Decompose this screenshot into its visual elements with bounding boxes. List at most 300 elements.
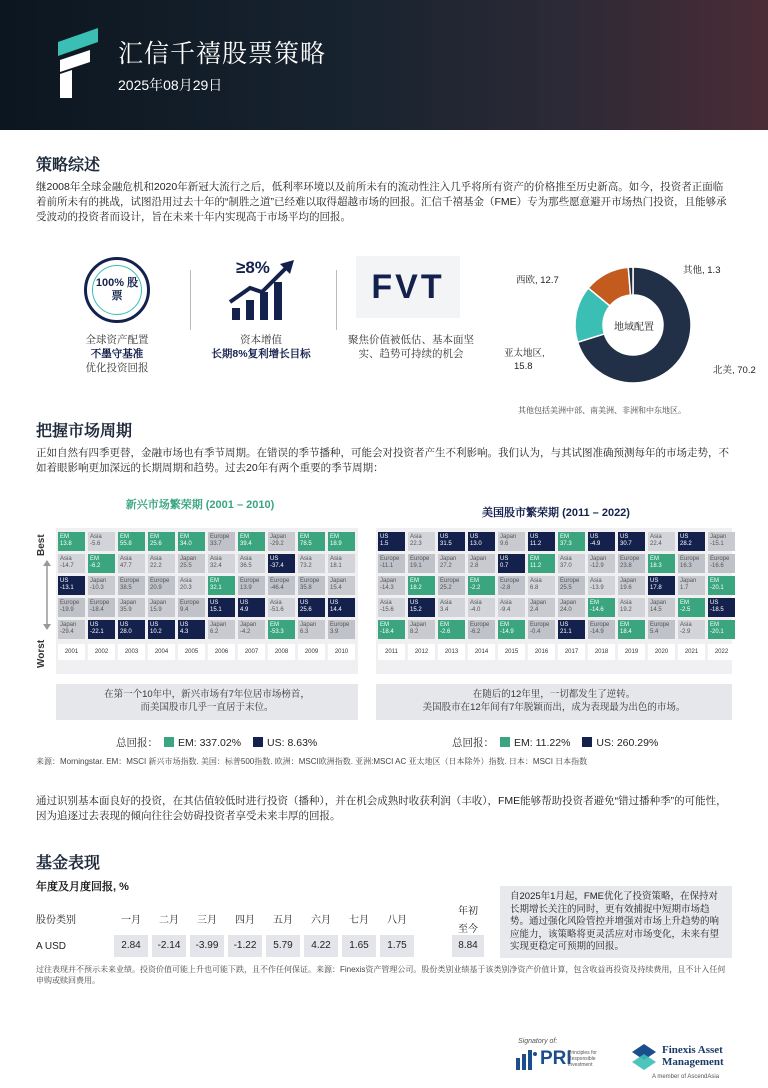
us-total: US: 8.63% [267,737,318,749]
perf-header-ytd: 年初 [458,906,478,917]
heatmap-cell-us [328,598,355,617]
panel-em-caption: 在第一个10年中，新兴市场有7年位居市场榜首， [104,689,310,700]
cell-return: 47.7 [120,563,132,569]
feature-line: 全球资产配置 [85,334,149,346]
perf-value: 1.65 [342,935,376,957]
feature-line: 资本增值 [240,334,282,346]
cell-market: US [410,600,419,606]
heatmap-cell-asia [378,598,405,617]
perf-value: 4.22 [304,935,338,957]
cell-market: Japan [410,622,427,628]
cell-market: EM [650,556,659,562]
finexis-name-line: Management [662,1056,724,1068]
cell-return: 18.3 [650,563,662,569]
year-label: 2006 [208,644,235,660]
cell-market: Japan [560,600,577,606]
heatmap-cell-us [648,576,675,595]
cell-market: Asia [410,534,422,540]
cell-return: 25.5 [180,563,192,569]
equity-100-icon [84,257,150,323]
cell-market: Asia [620,600,632,606]
heatmap-cell-us [618,532,645,551]
donut-center-label: 地域配置 [614,322,654,333]
cell-return: 8.2 [410,629,419,635]
cell-return: -14.9 [500,629,514,635]
perf-header: 一月 [121,915,141,926]
cell-market: Europe [120,578,140,584]
year-label: 2008 [268,644,295,660]
heatmap-cell-asia [268,598,295,617]
page-title: 汇信千禧股票策略 [118,40,327,68]
cell-return: -13.9 [590,585,604,591]
year-label: 2014 [468,644,495,660]
heatmap-cell-us [238,598,265,617]
cell-return: -37.4 [270,563,284,569]
perf-share-class: A USD [36,941,67,952]
heatmap-cell-em [298,532,325,551]
label-others: 其他, 1.3 [683,265,721,276]
cycle-source: 来源：Morningstar. EM：MSCI 新兴市场指数. 美国：标普500指数. 欧洲：MSCI欧洲指数. 亚洲:MSCI AC 亚太地区（日本除外）指数. 日本：MSCI 日本指数 [36,757,588,766]
heatmap-cell-em [648,554,675,573]
axis-best: Best [36,534,47,556]
year-label: 2016 [528,644,555,660]
cell-return: 5.4 [650,629,659,635]
finexis-member: A member of AscendAsia [652,1074,720,1080]
cell-return: -22.1 [90,629,104,635]
heatmap-cell-us [528,532,555,551]
cell-market: US [90,622,99,628]
perf-value: -1.22 [228,935,262,957]
cell-market: Asia [680,622,692,628]
heatmap-cell-asia [298,554,325,573]
cell-market: US [210,600,219,606]
year-label: 2002 [88,644,115,660]
cell-market: EM [530,556,539,562]
cell-market: US [590,534,599,540]
cell-market: EM [60,534,69,540]
cell-market: US [560,622,569,628]
cell-return: 25.2 [440,585,452,591]
heatmap-cell-japan [178,554,205,573]
commentary-box [500,886,732,958]
cell-return: 19.6 [620,585,632,591]
cell-return: 15.4 [330,585,342,591]
heatmap-cell-asia [438,598,465,617]
perf-value: 1.75 [380,935,414,957]
year-label: 2001 [58,644,85,660]
cell-return: 27.2 [440,563,452,569]
heatmap-cell-japan [88,576,115,595]
heatmap-cell-us [58,576,85,595]
heatmap-cell-asia [328,554,355,573]
panel-us-heatmap [376,528,732,674]
heatmap-cell-us [88,620,115,639]
cell-market: Asia [560,556,572,562]
cell-market: EM [590,600,599,606]
heatmap-cell-em [238,532,265,551]
cell-return: 13.9 [240,585,252,591]
heatmap-cell-asia [118,554,145,573]
cell-market: Europe [590,622,610,628]
pri-signatory-text: Signatory of: [518,1038,558,1045]
cell-return: 38.5 [120,585,132,591]
cell-return: 35.9 [120,607,132,613]
heatmap-cell-asia [558,554,585,573]
label-europe: 西欧, 12.7 [516,275,559,286]
heatmap-cell-europe [618,554,645,573]
cell-return: 18.4 [620,629,632,635]
cell-return: 6.2 [210,629,219,635]
heatmap-cell-japan [238,620,265,639]
cell-market: EM [500,622,509,628]
cell-market: EM [710,578,719,584]
cell-return: 11.2 [530,541,542,547]
heatmap-cell-asia [88,532,115,551]
heatmap-cell-asia [178,576,205,595]
heatmap-cell-europe [208,532,235,551]
axis-worst: Worst [36,639,47,668]
perf-header: 股份类别 [36,915,76,926]
cell-market: EM [180,534,189,540]
cell-return: 24.0 [560,607,572,613]
cell-market: Japan [240,622,257,628]
cell-return: 4.9 [240,607,249,613]
cell-market: EM [240,534,249,540]
heatmap-cell-europe [148,576,175,595]
perf-value: -3.99 [190,935,224,957]
cell-return: -29.4 [60,629,74,635]
cell-market: US [330,600,339,606]
cell-market: US [470,534,479,540]
heatmap-cell-asia [618,598,645,617]
cell-return: -2.9 [680,629,691,635]
cell-market: Japan [470,556,487,562]
cell-market: EM [330,534,339,540]
heatmap-cell-japan [678,576,705,595]
cell-market: EM [410,578,419,584]
heatmap-cell-europe [468,620,495,639]
cell-return: -2.2 [470,585,481,591]
em-total: EM: 11.22% [514,737,571,749]
cell-return: 1.5 [380,541,389,547]
cell-market: EM [440,622,449,628]
cell-market: Europe [270,578,290,584]
cell-market: Europe [470,622,490,628]
cell-return: 18.1 [330,563,342,569]
heatmap-cell-asia [468,598,495,617]
cell-market: Europe [330,622,350,628]
heatmap-cell-europe [678,554,705,573]
cell-market: Japan [90,578,107,584]
cell-return: -6.2 [90,563,101,569]
heatmap-cell-em [178,532,205,551]
heatmap-cell-us [268,554,295,573]
cell-return: -16.6 [710,563,724,569]
perf-header: 六月 [311,915,331,926]
heatmap-cell-us [438,532,465,551]
cell-market: EM [270,622,279,628]
feature-capital-growth [196,333,326,361]
cell-market: Japan [440,556,457,562]
year-label: 2013 [438,644,465,660]
cell-return: -4.0 [470,607,481,613]
heatmap-cell-us [678,532,705,551]
cell-return: -19.9 [60,607,74,613]
cell-market: Europe [560,578,580,584]
heatmap-cell-em [148,532,175,551]
cell-market: US [530,534,539,540]
heatmap-cell-europe [298,576,325,595]
cell-return: -18.4 [380,629,394,635]
cell-market: US [680,534,689,540]
heatmap-cell-asia [678,620,705,639]
cell-market: Japan [650,600,667,606]
cell-market: Europe [710,556,730,562]
feature-line: 实、趋势可持续的机会 [358,348,464,360]
performance-table [36,900,486,962]
cell-market: Europe [180,600,200,606]
heatmap-cell-em [678,598,705,617]
cell-return: -11.1 [380,563,394,569]
cell-return: -14.3 [380,585,394,591]
panel-us-caption-box [376,684,732,720]
cell-return: 37.3 [560,541,572,547]
cell-return: -4.9 [590,541,601,547]
perf-header: 二月 [159,915,179,926]
cell-return: 37.0 [560,563,572,569]
heatmap-cell-europe [708,554,735,573]
cell-return: 16.3 [680,563,692,569]
cell-market: Asia [530,578,542,584]
cell-market: Japan [270,534,287,540]
cell-market: EM [210,578,219,584]
cell-market: US [60,578,69,584]
heatmap-cell-japan [468,554,495,573]
growth-target-label: ≥8% [236,258,270,277]
year-label: 2022 [708,644,735,660]
cell-return: -2.5 [680,607,691,613]
cell-market: EM [710,622,719,628]
cell-market: US [240,600,249,606]
us-total: US: 260.29% [596,737,659,749]
cell-market: US [440,534,449,540]
finexis-name-line: Finexis Asset [662,1044,723,1056]
year-label: 2021 [678,644,705,660]
cell-return: 11.2 [530,563,542,569]
panel-us-caption: 美国股市在12年间有7年脱颖而出，成为表现最为出色的市场。 [422,702,686,713]
divider [336,270,337,330]
heatmap-cell-europe [118,576,145,595]
cell-market: Asia [440,600,452,606]
cell-market: Japan [380,578,397,584]
heatmap-cell-europe [58,598,85,617]
cell-market: Japan [500,534,517,540]
perf-header: 七月 [349,915,369,926]
cell-return: -6.2 [470,629,481,635]
heatmap-cell-japan [268,532,295,551]
heatmap-cell-em [378,620,405,639]
cell-return: -46.4 [270,585,284,591]
cell-return: 18.2 [410,585,422,591]
cell-market: Asia [380,600,392,606]
heatmap-cell-japan [648,598,675,617]
heatmap-cell-us [208,598,235,617]
heatmap-cell-europe [648,620,675,639]
cycle-paragraph: 正如自然有四季更替，金融市场也有季节周期。在错误的季节播种，可能会对投资者产生不利影响。我们认为，与其试图准确预测每年的市场走势，不如着眼影响更加深远的长期周期和趋势。过去20年有两个重要的季节周期： [36,447,729,474]
heatmap-cell-asia [238,554,265,573]
year-label: 2005 [178,644,205,660]
heatmap-cell-asia [408,532,435,551]
heatmap-cell-europe [498,576,525,595]
heatmap-cell-em [588,598,615,617]
panel-em-title: 新兴市场繁荣期 (2001 – 2010) [125,499,275,511]
heatmap-cell-em [328,532,355,551]
allocation-note: 其他包括美洲中部、南美洲、非洲和中东地区。 [518,406,686,415]
perf-header: 八月 [387,915,407,926]
cell-return: 6.8 [530,585,539,591]
cell-market: EM [300,534,309,540]
conclusion-paragraph: 通过识别基本面良好的投资，在其估值较低时进行投资（播种），并在机会成熟时收获利润（丰收），FME能够帮助投资者避免“错过播种季”的可能性，因为追逐过去表现的倾向往往会妨碍投资者享受未来丰厚的回报。 [36,795,727,822]
heatmap-cell-em [618,620,645,639]
cell-return: 15.2 [410,607,422,613]
cell-market: Asia [90,534,102,540]
cell-market: Asia [180,578,192,584]
cell-market: Japan [210,622,227,628]
heatmap-cell-japan [438,554,465,573]
heatmap-cell-europe [178,598,205,617]
cell-return: 30.7 [620,541,632,547]
report-date: 2025年08月29日 [118,77,223,93]
perf-value: 5.79 [266,935,300,957]
cell-return: 9.4 [180,607,189,613]
cell-market: Europe [500,578,520,584]
cell-market: US [300,600,309,606]
heatmap-cell-europe [88,598,115,617]
cell-market: Europe [530,622,550,628]
cell-return: 25.5 [560,585,572,591]
pri-label: PRI [540,1048,572,1069]
cell-market: US [710,600,719,606]
panel-em-heatmap [56,528,358,674]
fvt-label: FVT [371,268,445,306]
cell-return: 34.0 [180,541,192,547]
cell-market: US [270,556,279,562]
cell-return: -20.1 [710,585,724,591]
cell-market: Asia [650,534,662,540]
heatmap-cell-europe [528,620,555,639]
cycle-heading: 把握市场周期 [36,423,133,440]
cell-return: 3.4 [440,607,449,613]
cell-market: Japan [710,534,727,540]
cell-market: Europe [620,556,640,562]
strategy-paragraph: 继2008年全球金融危机和2020年新冠大流行之后，低利率环境以及前所未有的流动性注入几乎将所有资产的价格推至历史新高。如今，投资者正面临着前所未有的挑战，试图沿用过去十年的“制胜之道”已经难以取得超越市场的回报。汇信千禧基金（FME）专为那些愿意避开市场热门投资，且能够承受波动的投资者而设计，旨在未来十年内实现高于市场平均的回报。 [36,181,727,223]
cell-return: 1.7 [680,585,689,591]
feature-line: 长期8%复利增长目标 [211,348,311,360]
year-label: 2004 [148,644,175,660]
heatmap-cell-asia [208,554,235,573]
heatmap-cell-em [438,620,465,639]
cell-return: 25.6 [300,607,312,613]
panel-em-caption: 而美国股市几乎一直居于末位。 [140,702,274,713]
divider [190,270,191,330]
cell-market: US [500,556,509,562]
pri-text: Principles for Responsible Investment [568,1050,597,1068]
cell-return: 31.5 [440,541,452,547]
heatmap-cell-us [468,532,495,551]
label-asia: 亚太地区, [504,348,545,359]
panel-us-caption: 在随后的12年里，一切都发生了逆转。 [472,689,636,700]
cell-market: EM [120,534,129,540]
year-label: 2017 [558,644,585,660]
heatmap-cell-us [298,598,325,617]
cell-return: 25.6 [150,541,162,547]
heatmap-cell-em [468,576,495,595]
year-label: 2003 [118,644,145,660]
finexis-logo-icon [632,1044,656,1070]
perf-value: -2.14 [152,935,186,957]
cell-return: 39.4 [240,541,252,547]
heatmap-cell-em [268,620,295,639]
cell-return: 4.3 [180,629,189,635]
panel-us-title: 美国股市繁荣期 (2011 – 2022) [482,507,630,519]
heatmap-cell-europe [408,554,435,573]
panel-em-total [116,735,317,750]
heatmap-cell-em [408,576,435,595]
cell-return: 15.9 [150,607,162,613]
disclaimer: 过往表现并不预示未来业绩。投资价值可能上升也可能下跌，且不作任何保证。来源：Finexis资产管理公司。股份类别业绩基于该类别净资产价值计算，包含收益再投资及持续费用，且不计入任何申购或赎回费用。 [36,965,726,985]
cell-market: Asia [590,578,602,584]
label-north-america: 北美, 70.2 [713,365,756,376]
heatmap-cell-europe [588,620,615,639]
cell-return: 3.9 [330,629,339,635]
heatmap-cell-europe [438,576,465,595]
axis-arrow-icon [45,560,49,630]
cell-market: Europe [410,556,430,562]
heatmap-cell-asia [498,598,525,617]
cell-market: US [120,622,129,628]
cell-market: Asia [120,556,132,562]
cell-market: Asia [300,556,312,562]
cell-market: EM [470,578,479,584]
cell-market: Europe [150,578,170,584]
cell-return: -4.2 [240,629,251,635]
cell-return: 10.2 [150,629,162,635]
cell-market: US [620,534,629,540]
cell-return: -51.6 [270,607,284,613]
header-banner [0,0,768,130]
cell-return: -9.4 [500,607,511,613]
year-label: 2009 [298,644,325,660]
cell-market: EM [380,622,389,628]
cell-market: EM [560,534,569,540]
cell-market: EM [150,534,159,540]
cell-return: -18.4 [90,607,104,613]
heatmap-cell-europe [558,576,585,595]
em-total: EM: 337.02% [178,737,242,749]
cell-market: Europe [240,578,260,584]
cell-return: 18.9 [330,541,342,547]
cell-return: -5.6 [90,541,101,547]
heatmap-cell-us [708,598,735,617]
year-label: 2007 [238,644,265,660]
cell-return: 14.4 [330,607,342,613]
heatmap-cell-japan [558,598,585,617]
heatmap-cell-em [708,576,735,595]
feature-line: 优化投资回报 [85,362,149,374]
heatmap-cell-japan [118,598,145,617]
cell-market: Asia [500,600,512,606]
cell-return: 21.1 [560,629,572,635]
